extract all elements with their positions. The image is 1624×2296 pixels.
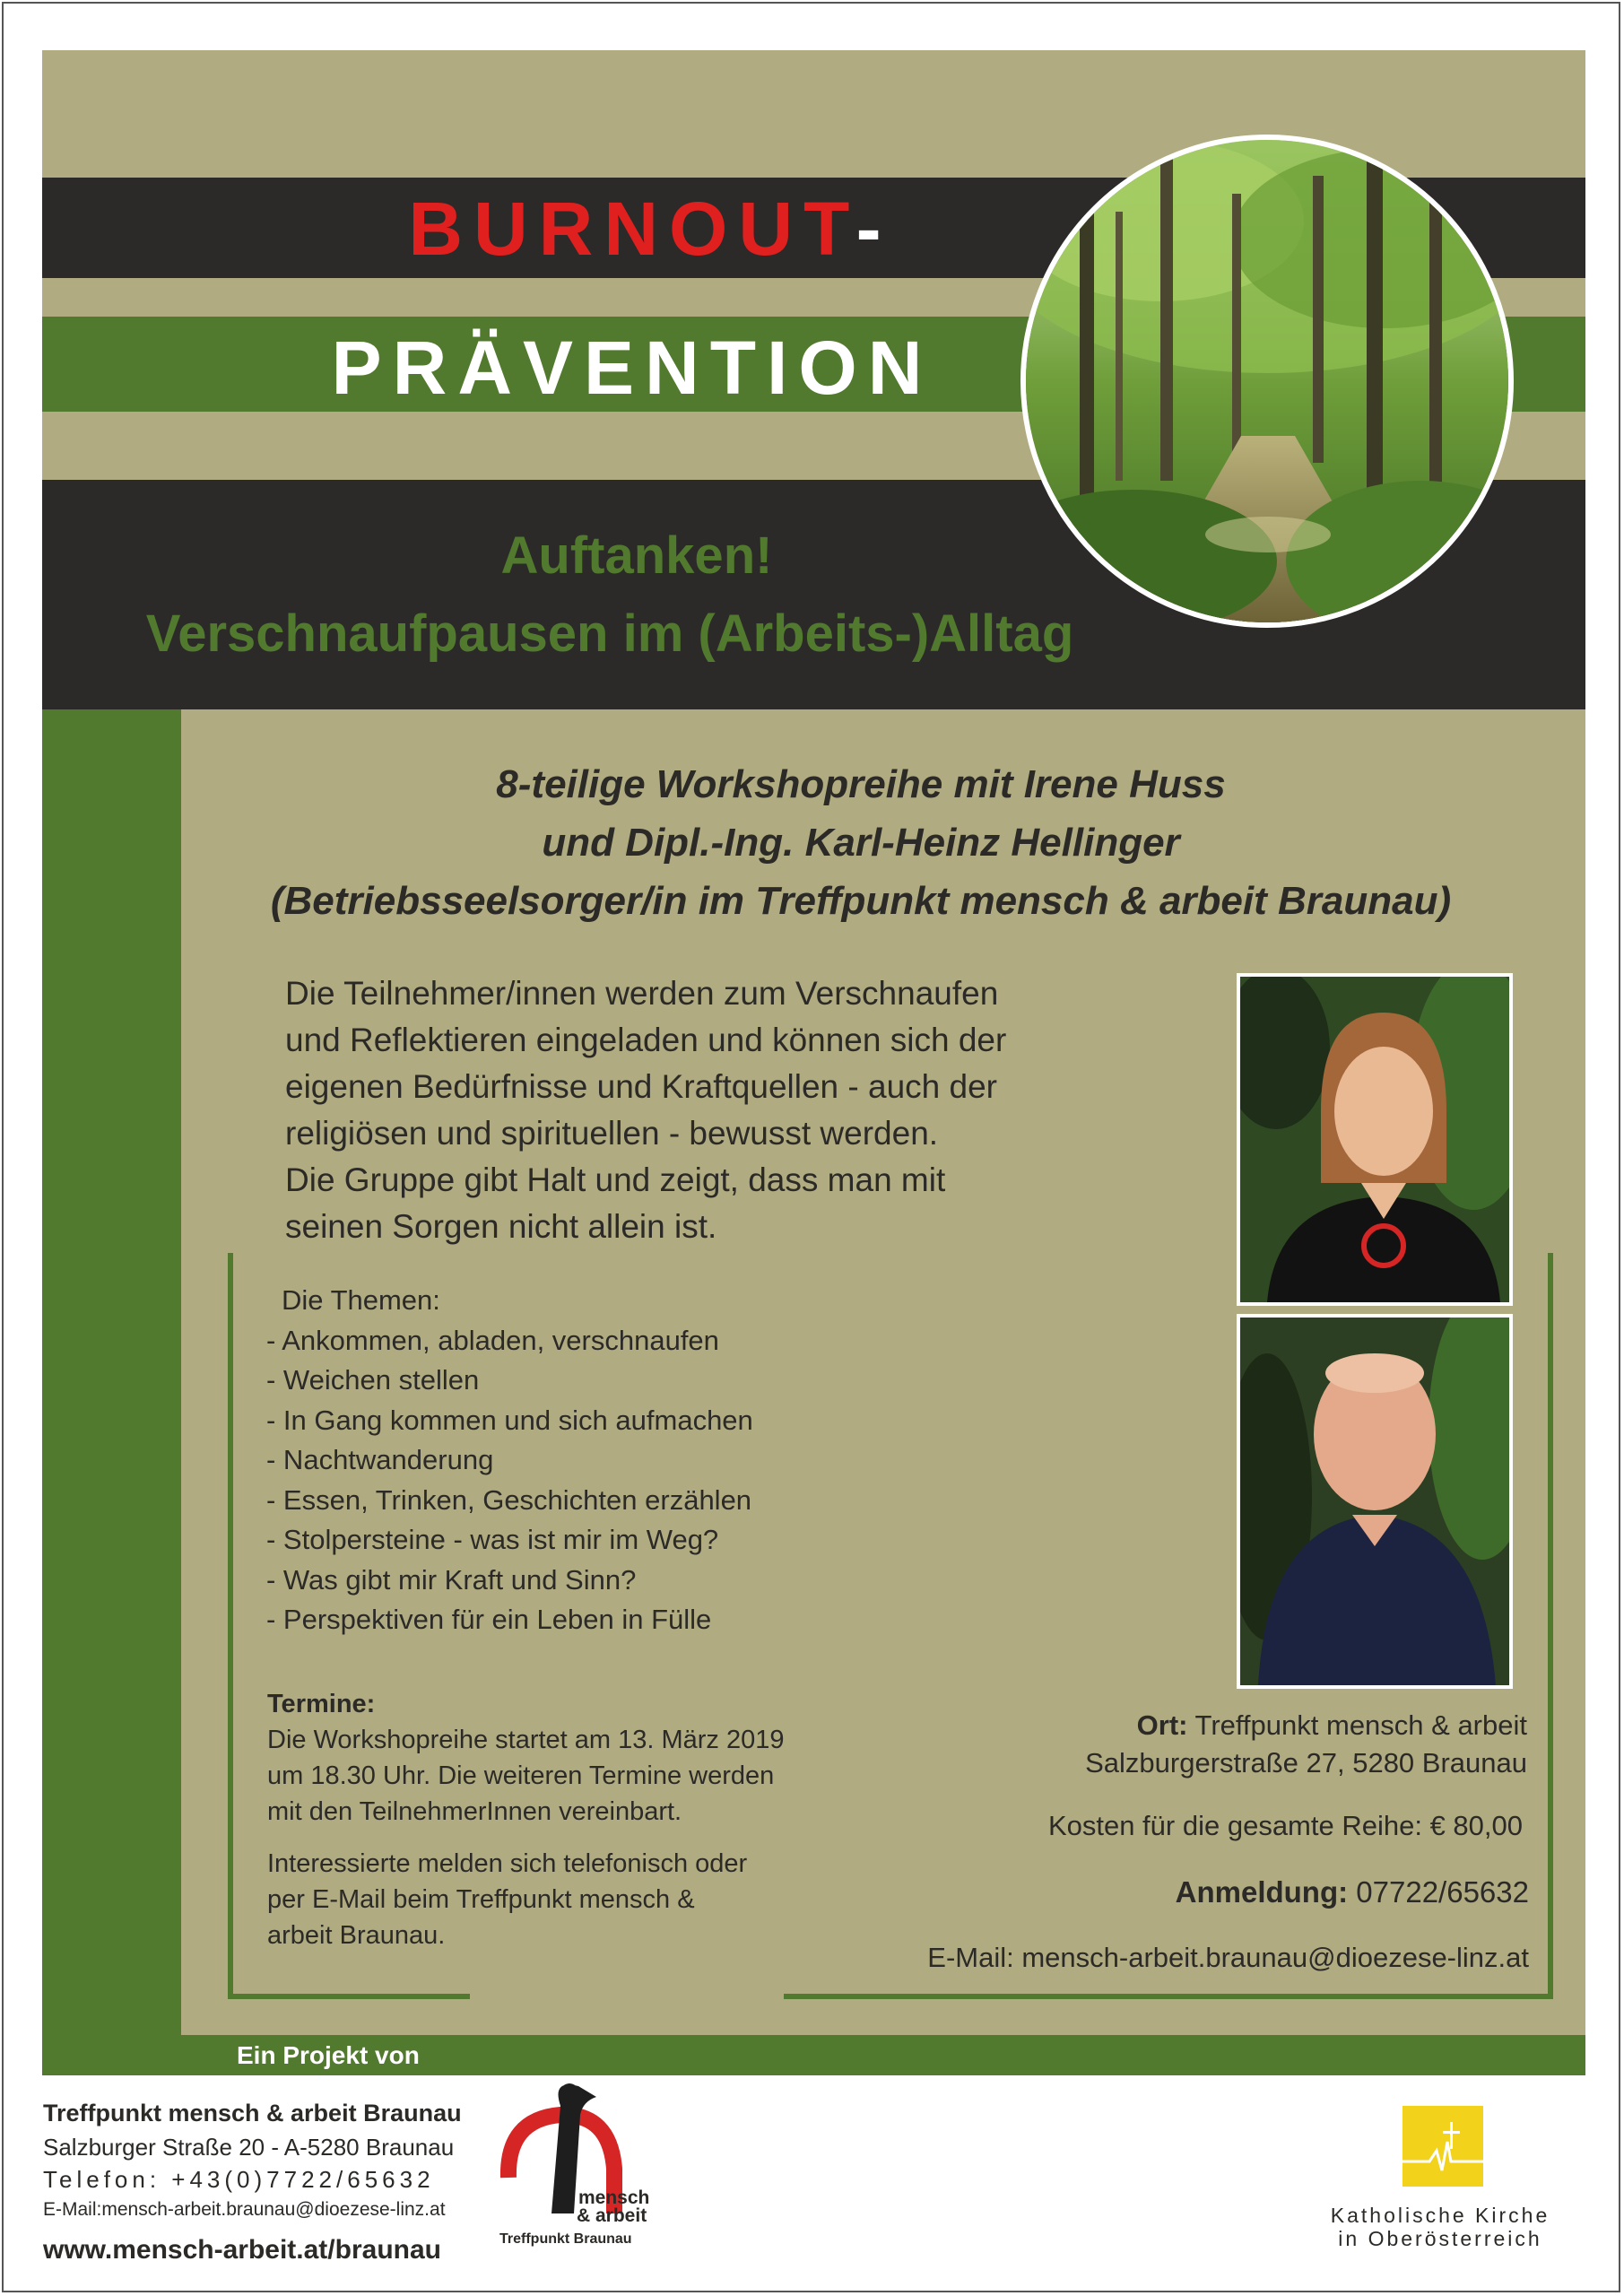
bracket-left-vertical — [228, 1253, 233, 1999]
list-item: - Weichen stellen — [266, 1364, 480, 1396]
title-burnout-text: BURNOUT — [408, 187, 856, 271]
list-item: - Stolpersteine - was ist mir im Weg? — [266, 1524, 719, 1555]
termine-label: Termine: — [267, 1690, 376, 1718]
ort-label: Ort: — [1136, 1709, 1188, 1741]
kirche-line2: in Oberösterreich — [1338, 2227, 1542, 2250]
termine-line: um 18.30 Uhr. Die weiteren Termine werden — [267, 1761, 775, 1790]
bracket-right-bottom — [784, 1994, 1553, 1999]
termine-note-line: Interessierte melden sich telefonisch oder — [267, 1849, 748, 1878]
headline-line3: (Betriebsseelsorger/in im Treffpunkt mensch & arbeit Braunau) — [270, 879, 1452, 923]
list-item: - Perspektiven für ein Leben in Fülle — [266, 1604, 712, 1635]
footer-contact — [43, 2095, 462, 2276]
themes-heading: Die Themen: — [282, 1284, 440, 1316]
heartbeat-cross-icon — [1403, 2106, 1483, 2187]
kosten: Kosten für die gesamte Reihe: € 80,00 — [1047, 1810, 1523, 1841]
title-praevention: PRÄVENTION — [331, 326, 934, 410]
list-item: - Nachtwanderung — [266, 1444, 494, 1475]
ort-block — [810, 1707, 1527, 1782]
headline-line2: und Dipl.-Ing. Karl-Heinz Hellinger — [542, 821, 1180, 865]
termine-note-line: per E-Mail beim Treffpunkt mensch & — [267, 1885, 695, 1914]
list-item: - Ankommen, abladen, verschnaufen — [266, 1324, 719, 1356]
contact-email: E-Mail: mensch-arbeit.braunau@dioezese-linz.at — [927, 1942, 1529, 1973]
intro-line: seinen Sorgen nicht allein ist. — [285, 1208, 717, 1245]
portrait-woman — [1240, 977, 1509, 1302]
anmeldung-label: Anmeldung: — [1175, 1875, 1349, 1909]
kirche-line1: Katholische Kirche — [1330, 2204, 1550, 2227]
anmeldung-phone: 07722/65632 — [1356, 1875, 1529, 1909]
headline-line1: 8-teilige Workshopreihe mit Irene Huss — [496, 762, 1226, 806]
photo-irene-huss — [1237, 973, 1513, 1306]
subtitle-line2: Verschnaufpausen im (Arbeits-)Alltag — [145, 604, 1074, 663]
logo-text-arbeit: & arbeit — [577, 2205, 647, 2226]
intro-line: Die Gruppe gibt Halt und zeigt, dass man mit — [285, 1161, 946, 1198]
bracket-right-vertical — [1548, 1253, 1553, 1999]
footer-email: E-Mail:mensch-arbeit.braunau@dioezese-linz.at — [43, 2199, 446, 2220]
themes-list — [266, 1281, 984, 1640]
footer-org-name: Treffpunkt mensch & arbeit Braunau — [43, 2100, 462, 2126]
projekt-label: Ein Projekt von — [237, 2041, 420, 2069]
intro-line: und Reflektieren eingeladen und können sich der — [285, 1022, 1007, 1058]
ort-line1: Treffpunkt mensch & arbeit — [1194, 1709, 1527, 1741]
intro-line: religiösen und spirituellen - bewusst werden. — [285, 1115, 939, 1152]
title-dash: - — [855, 187, 892, 271]
subtitle-line1: Auftanken! — [500, 526, 773, 585]
kirche-logo — [1403, 2106, 1483, 2187]
intro-line: Die Teilnehmer/innen werden zum Verschnaufen — [285, 975, 999, 1012]
portrait-man — [1240, 1318, 1509, 1685]
list-item: - Essen, Trinken, Geschichten erzählen — [266, 1483, 752, 1516]
termine-block — [267, 1686, 841, 1953]
ort-line2: Salzburgerstraße 27, 5280 Braunau — [1085, 1747, 1527, 1779]
left-green-bar — [42, 709, 181, 2035]
mensch-arbeit-logo — [498, 2079, 655, 2249]
kirche-text — [1306, 2204, 1575, 2250]
forest-photo — [1020, 135, 1514, 628]
forest-illustration — [1026, 140, 1510, 624]
bracket-left-bottom — [228, 1994, 470, 1999]
intro-line: eigenen Bedürfnisse und Kraftquellen - auch der — [285, 1068, 997, 1105]
footer-phone: Telefon: +43(0)7722/65632 — [43, 2166, 435, 2193]
logo-text-mensch: mensch — [578, 2187, 650, 2208]
termine-line: Die Workshopreihe startet am 13. März 2019 — [267, 1726, 785, 1754]
workshop-headline — [181, 755, 1541, 930]
intro-text — [285, 970, 1092, 1250]
list-item: - In Gang kommen und sich aufmachen — [266, 1404, 753, 1436]
footer-address: Salzburger Straße 20 - A-5280 Braunau — [43, 2134, 455, 2161]
photo-karl-heinz-hellinger — [1237, 1314, 1513, 1689]
termine-note-line: arbeit Braunau. — [267, 1921, 446, 1950]
logo-text-treffpunkt: Treffpunkt Braunau — [499, 2231, 632, 2247]
list-item: - Was gibt mir Kraft und Sinn? — [266, 1563, 637, 1596]
footer-website: www.mensch-arbeit.at/braunau — [43, 2235, 441, 2265]
termine-line: mit den TeilnehmerInnen vereinbart. — [267, 1797, 682, 1826]
anmeldung — [812, 1874, 1529, 1911]
